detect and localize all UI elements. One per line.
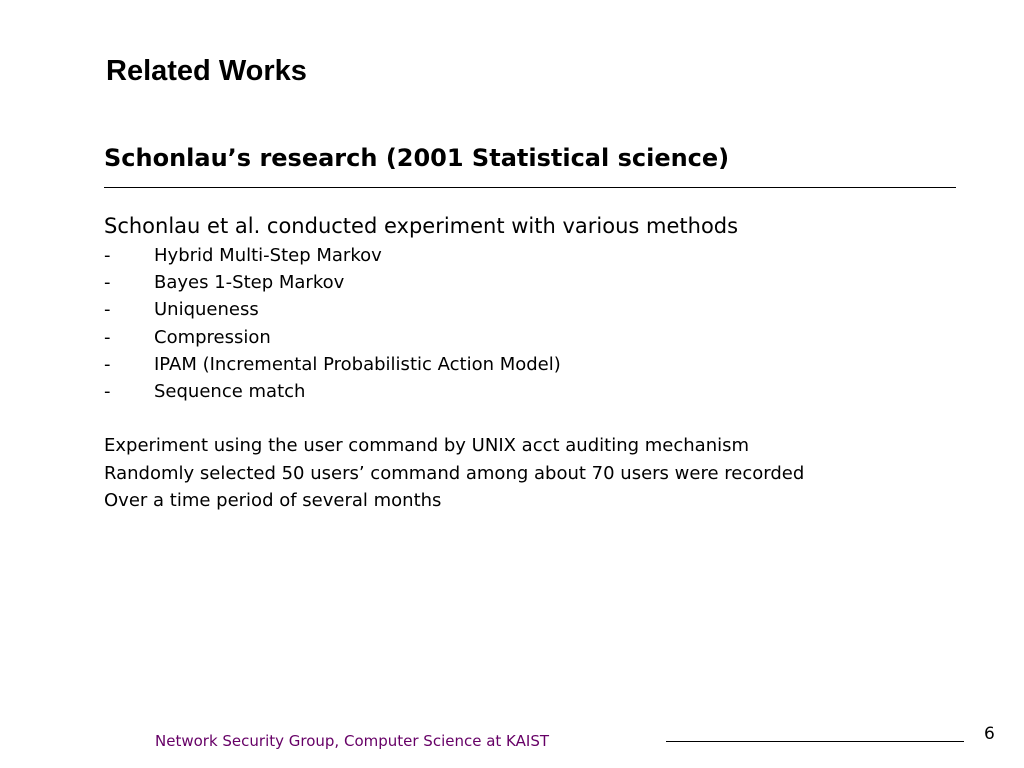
experiment-notes bbox=[104, 432, 804, 515]
bullet-dash: - bbox=[104, 353, 111, 375]
section-heading: Schonlau’s research (2001 Statistical science) bbox=[104, 144, 730, 172]
lead-text: Schonlau et al. conducted experiment with various methods bbox=[104, 214, 739, 238]
bullet-dash: - bbox=[104, 380, 111, 402]
list-item-label: Sequence match bbox=[154, 380, 306, 402]
bullet-dash: - bbox=[104, 245, 111, 266]
heading-divider bbox=[104, 187, 956, 188]
list-item bbox=[104, 378, 561, 405]
note-line: Experiment using the user command by UNIX acct auditing mechanism bbox=[104, 435, 750, 456]
list-item-label: Hybrid Multi-Step Markov bbox=[154, 245, 382, 266]
bullet-dash: - bbox=[104, 326, 111, 348]
list-item bbox=[104, 296, 561, 323]
list-item-label: IPAM (Incremental Probabilistic Action Model) bbox=[154, 353, 561, 375]
list-item bbox=[104, 269, 561, 296]
note-line: Over a time period of several months bbox=[104, 490, 442, 511]
slide-title: Related Works bbox=[106, 55, 307, 87]
list-item-label: Uniqueness bbox=[154, 299, 259, 321]
bullet-dash: - bbox=[104, 299, 111, 321]
list-item bbox=[104, 242, 561, 269]
footer-divider bbox=[666, 741, 964, 742]
method-list bbox=[104, 242, 561, 405]
bullet-dash: - bbox=[104, 272, 111, 294]
list-item bbox=[104, 324, 561, 351]
page-number: 6 bbox=[984, 724, 995, 744]
list-item bbox=[104, 351, 561, 378]
footer-text: Network Security Group, Computer Science at KAIST bbox=[155, 732, 549, 750]
list-item-label: Bayes 1-Step Markov bbox=[154, 272, 345, 294]
note-line: Randomly selected 50 users’ command among about 70 users were recorded bbox=[104, 462, 805, 484]
list-item-label: Compression bbox=[154, 326, 271, 348]
